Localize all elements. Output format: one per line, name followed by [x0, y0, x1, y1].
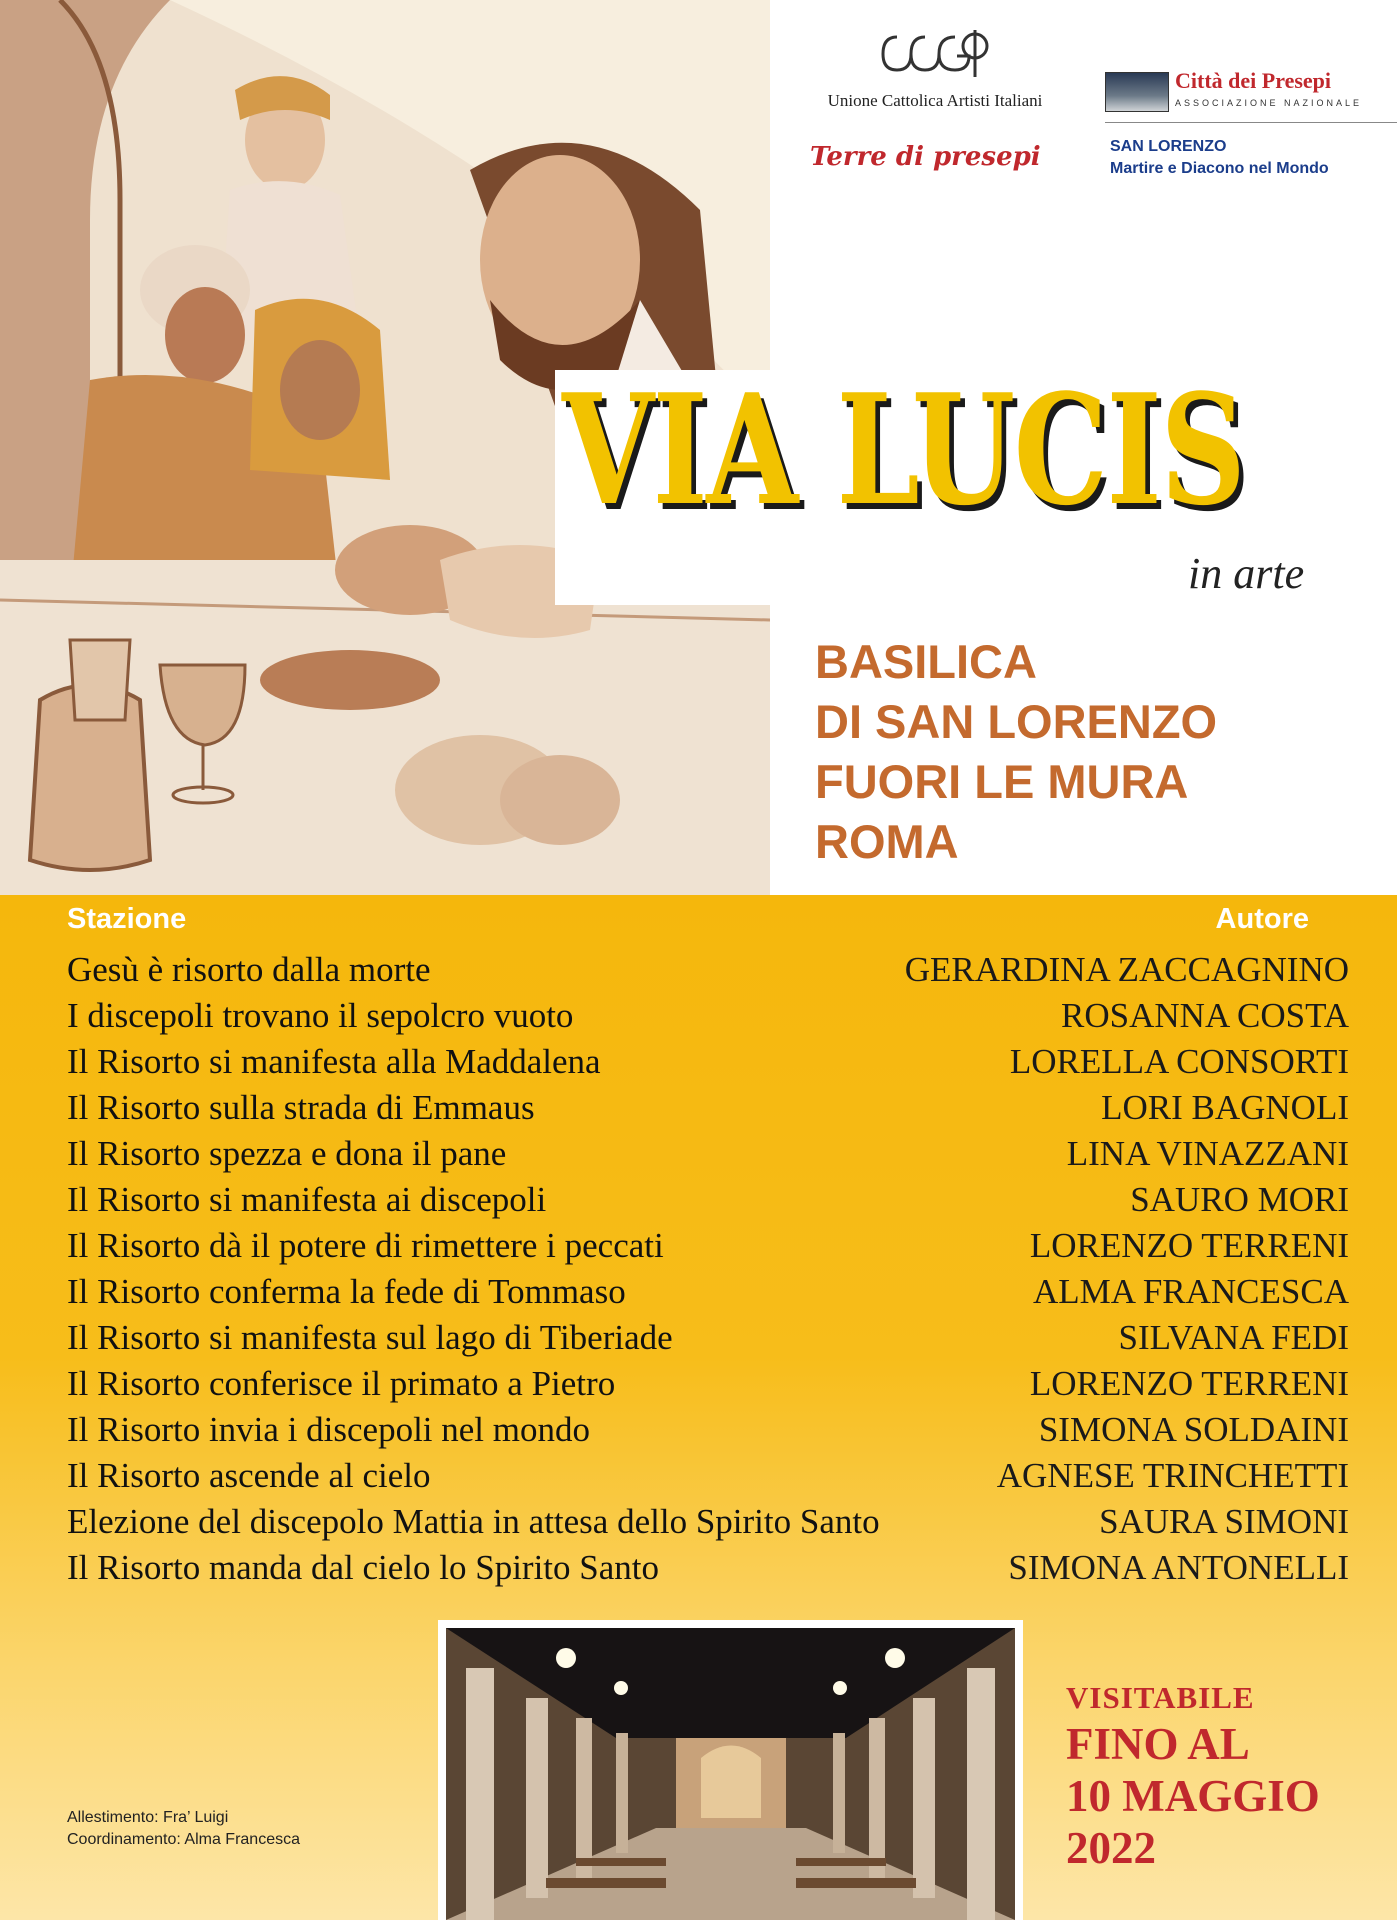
- station-title: Il Risorto si manifesta ai discepoli: [67, 1180, 547, 1219]
- san-lorenzo-line2: Martire e Diacono nel Mondo: [1110, 160, 1329, 177]
- citta-dei-presepi-logo: [1105, 68, 1385, 116]
- station-author: LORENZO TERRENI: [1029, 1226, 1349, 1265]
- station-author: ALMA FRANCESCA: [1032, 1272, 1349, 1311]
- station-title: Il Risorto manda dal cielo lo Spirito Santo: [67, 1548, 660, 1587]
- station-title: Gesù è risorto dalla morte: [67, 950, 431, 989]
- poster-title: VIA LUCIS: [562, 360, 1245, 539]
- sponsor-header: [770, 0, 1397, 370]
- venue-line: DI SAN LORENZO: [815, 695, 1218, 748]
- station-author: SAURO MORI: [1130, 1180, 1349, 1219]
- basilica-nave-illustration: [446, 1628, 1015, 1920]
- station-title: Elezione del discepolo Mattia in attesa dello Spirito Santo: [67, 1502, 880, 1541]
- basilica-photo-image: [446, 1628, 1015, 1920]
- station-author: SIMONA ANTONELLI: [1008, 1548, 1349, 1587]
- station-author: AGNESE TRINCHETTI: [996, 1456, 1349, 1495]
- terre-di-presepi-logo: Terre di presepi: [810, 142, 1041, 172]
- station-title: Il Risorto conferma la fede di Tommaso: [67, 1272, 626, 1311]
- station-title: Il Risorto ascende al cielo: [67, 1456, 431, 1495]
- station-title: Il Risorto invia i discepoli nel mondo: [67, 1410, 591, 1449]
- station-row: [0, 1502, 1397, 1548]
- station-list: [0, 950, 1397, 1594]
- station-row: [0, 1548, 1397, 1594]
- station-title: Il Risorto spezza e dona il pane: [67, 1134, 507, 1173]
- visit-year: 2022: [1066, 1823, 1156, 1873]
- station-title: Il Risorto si manifesta sul lago di Tiberiade: [67, 1318, 673, 1357]
- basilica-interior-photo: [438, 1620, 1023, 1920]
- station-author: SILVANA FEDI: [1118, 1318, 1349, 1357]
- station-row: [0, 1180, 1397, 1226]
- citta-thumbnail: [1105, 72, 1169, 112]
- visit-date: 10 MAGGIO: [1066, 1771, 1320, 1821]
- venue-block: [815, 632, 1217, 872]
- citta-subtitle: ASSOCIAZIONE NAZIONALE: [1175, 98, 1363, 108]
- station-author: ROSANNA COSTA: [1061, 996, 1349, 1035]
- station-column-header: Stazione: [67, 903, 187, 935]
- station-author: GERARDINA ZACCAGNINO: [904, 950, 1349, 989]
- station-row: [0, 996, 1397, 1042]
- station-title: Il Risorto sulla strada di Emmaus: [67, 1088, 535, 1127]
- station-row: [0, 1042, 1397, 1088]
- venue-line: FUORI LE MURA: [815, 755, 1189, 808]
- station-author: LORI BAGNOLI: [1101, 1088, 1349, 1127]
- station-author: SAURA SIMONI: [1099, 1502, 1349, 1541]
- san-lorenzo-logo: [1110, 136, 1329, 180]
- credits: [67, 1807, 300, 1851]
- citta-title: Città dei Presepi: [1175, 68, 1332, 93]
- station-title: Il Risorto dà il potere di rimettere i peccati: [67, 1226, 664, 1265]
- station-author: LORENZO TERRENI: [1029, 1364, 1349, 1403]
- station-title: Il Risorto conferisce il primato a Pietro: [67, 1364, 616, 1403]
- venue-line: BASILICA: [815, 635, 1037, 688]
- visit-until: FINO AL: [1066, 1719, 1250, 1769]
- station-row: [0, 1088, 1397, 1134]
- ucai-mark-icon: [875, 22, 995, 82]
- station-row: [0, 950, 1397, 996]
- header-divider: [1105, 122, 1397, 123]
- station-row: [0, 1134, 1397, 1180]
- station-row: [0, 1456, 1397, 1502]
- station-title: I discepoli trovano il sepolcro vuoto: [67, 996, 574, 1035]
- station-author: LORELLA CONSORTI: [1009, 1042, 1349, 1081]
- station-row: [0, 1226, 1397, 1272]
- author-column-header: Autore: [1215, 903, 1309, 935]
- station-title: Il Risorto si manifesta alla Maddalena: [67, 1042, 601, 1081]
- ucai-logo: [805, 22, 1065, 111]
- credit-setup: Allestimento: Fra’ Luigi: [67, 1809, 229, 1826]
- visit-label: VISITABILE: [1066, 1680, 1255, 1715]
- visit-dates: [1066, 1680, 1320, 1874]
- station-row: [0, 1318, 1397, 1364]
- station-author: SIMONA SOLDAINI: [1038, 1410, 1349, 1449]
- station-author: LINA VINAZZANI: [1066, 1134, 1349, 1173]
- venue-line: ROMA: [815, 815, 959, 868]
- station-row: [0, 1410, 1397, 1456]
- credit-coordination: Coordinamento: Alma Francesca: [67, 1831, 300, 1848]
- ucai-name: Unione Cattolica Artisti Italiani: [827, 91, 1043, 110]
- station-row: [0, 1272, 1397, 1318]
- san-lorenzo-line1: SAN LORENZO: [1110, 138, 1227, 155]
- station-row: [0, 1364, 1397, 1410]
- poster-subtitle: in arte: [1188, 549, 1305, 598]
